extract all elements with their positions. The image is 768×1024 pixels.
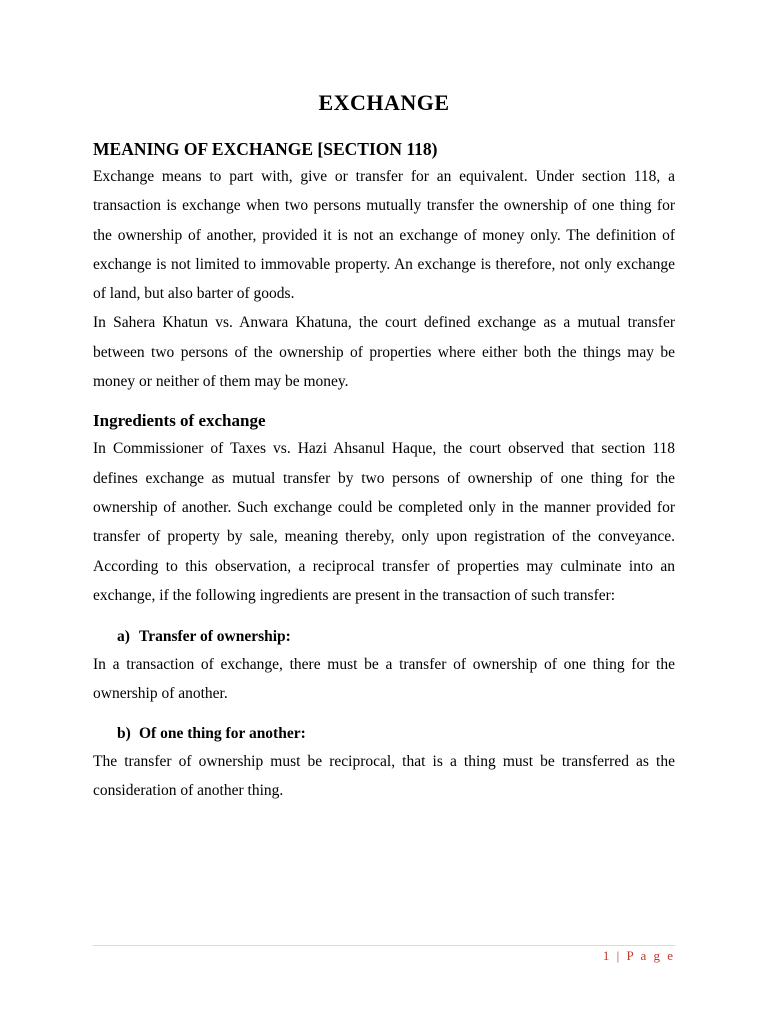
list-marker-a: a) bbox=[117, 628, 130, 646]
list-marker-b: b) bbox=[117, 724, 131, 742]
paragraph-case-sahera: In Sahera Khatun vs. Anwara Khatuna, the court defined exchange as a mutual transfer between two persons of the ownership of properties where either both the things may be money or neither of them may be money. bbox=[93, 314, 675, 391]
page-content bbox=[93, 86, 675, 805]
list-label-b: Of one thing for another: bbox=[139, 724, 306, 742]
list-item-b bbox=[93, 721, 675, 747]
footer-divider bbox=[93, 945, 675, 946]
paragraph-reciprocal: The transfer of ownership must be reciprocal, that is a thing must be transferred as the consideration of another thing. bbox=[93, 752, 675, 800]
page-number: 1 | P a g e bbox=[602, 948, 675, 963]
section-heading: MEANING OF EXCHANGE [SECTION 118) bbox=[93, 139, 438, 159]
document-title: EXCHANGE bbox=[318, 90, 450, 115]
paragraph-transfer-ownership: In a transaction of exchange, there must be a transfer of ownership of one thing for the ownership of another. bbox=[93, 656, 675, 703]
paragraph-definition: Exchange means to part with, give or transfer for an equivalent. Under section 118, a transaction is exchange when two persons mutually transfer the ownership of one thing for the ownership of another, provided it is not an exchange of money only. The definition of exchange is not limited to immovable property. An exchange is therefore, not only exchange of land, but also barter of goods. bbox=[93, 168, 675, 303]
ingredients-heading: Ingredients of exchange bbox=[93, 411, 266, 431]
list-label-a: Transfer of ownership: bbox=[139, 628, 291, 646]
paragraph-case-commissioner: In Commissioner of Taxes vs. Hazi Ahsanul Haque, the court observed that section 118 defines exchange as mutual transfer by two persons of ownership of one thing for the ownership of another. Such exchange could be completed only in the manner provided for transfer of property by sale, meaning thereby, only upon registration of the conveyance. According to this observation, a reciprocal transfer of properties may culminate into an exchange, if the following ingredients are present in the transaction of such transfer: bbox=[93, 440, 675, 604]
list-item-a bbox=[93, 624, 675, 650]
